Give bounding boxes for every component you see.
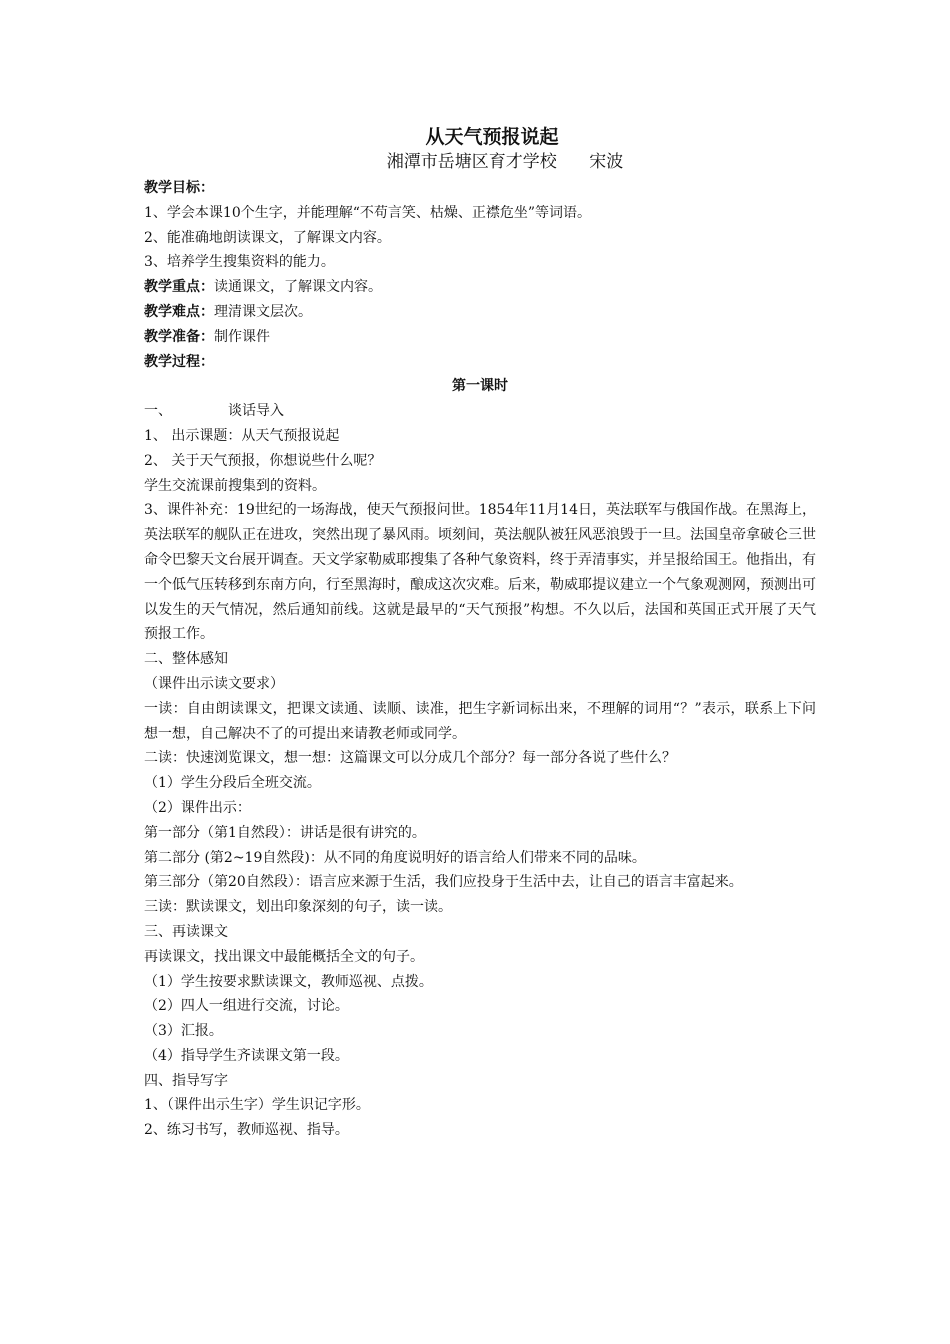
process-heading: 教学过程：: [144, 353, 214, 370]
author-byline: 湘潭市岳塘区育才学校 宋波: [386, 152, 624, 172]
preparation: [144, 325, 816, 350]
difficulty-label: 教学难点：: [144, 303, 214, 320]
key-point-label: 教学重点：: [144, 279, 214, 296]
difficulty: [144, 300, 816, 325]
difficulty-text: 理清课文层次。: [214, 303, 312, 320]
document-title: 从天气预报说起: [425, 126, 559, 148]
section-4-item: 2、练习书写，教师巡视、指导。: [144, 1122, 349, 1139]
section-1-number: 一、: [144, 403, 172, 420]
section-3-item: （4）指导学生齐读课文第一段。: [144, 1047, 349, 1064]
goal-item: 3、培养学生搜集资料的能力。: [144, 254, 335, 271]
key-point: [144, 275, 816, 300]
third-reading: 三读：默读课文，划出印象深刻的句子，读一读。: [144, 899, 452, 916]
preparation-text: 制作课件: [214, 328, 270, 345]
goals-heading: 教学目标：: [144, 180, 214, 196]
first-reading: 一读：自由朗读课文，把课文读通、读顺、读准，把生字新词标出来，不理解的词用“？”表示，联系上下问想一想，自己解决不了的可提出来请教老师或同学。: [144, 700, 816, 742]
section-1-heading: [144, 399, 816, 424]
section-4-item: 1、（课件出示生字）学生识记字形。: [144, 1097, 370, 1114]
section-1-item: 学生交流课前搜集到的资料。: [144, 477, 326, 494]
section-4-heading: 四、指导写字: [144, 1072, 228, 1089]
preparation-label: 教学准备：: [144, 328, 214, 345]
section-1-item: 1、 出示课题：从天气预报说起: [144, 427, 340, 444]
section-3-heading: 三、再读课文: [144, 923, 228, 940]
section-3-item: （1）学生按要求默读课文，教师巡视、点拨。: [144, 973, 433, 990]
section-1-title: 谈话导入: [228, 403, 284, 420]
goal-item: 2、能准确地朗读课文，了解课文内容。: [144, 229, 391, 246]
section-2-note: （课件出示读文要求）: [144, 675, 284, 692]
document-body: [144, 176, 816, 1143]
lesson-title: 第一课时: [452, 378, 508, 395]
section-1-item: 2、 关于天气预报，你想说些什么呢？: [144, 452, 382, 469]
part-1: 第一部分（第1自然段）：讲话是很有讲究的。: [144, 824, 426, 841]
section-3-intro: 再读课文，找出课文中最能概括全文的句子。: [144, 948, 424, 965]
section-3-item: （2）四人一组进行交流，讨论。: [144, 998, 349, 1015]
section-2-sub-item: （2）课件出示：: [144, 799, 251, 816]
part-2: 第二部分 (第2~19自然段)：从不同的角度说明好的语言给人们带来不同的品味。: [144, 849, 646, 866]
part-3: 第三部分（第20自然段）：语言应来源于生活，我们应投身于生活中去，让自己的语言丰富起来。: [144, 874, 743, 891]
courseware-supplement: 3、课件补充：19世纪的一场海战，使天气预报问世。1854年11月14日，英法联军与俄国作战。在黑海上，英法联军的舰队正在进攻，突然出现了暴风雨。顷刻间，英法舰队被狂风恶浪毁于一旦。法国皇帝拿破仑三世命令巴黎天文台展开调查。天文学家勒威耶搜集了各种气象资料，终于弄清事实，并呈报给国王。他指出，有一个低气压转移到东南方向，行至黑海时，酿成这次灾难。后来，勒威耶提议建立一个气象观测网，预测出可以发生的天气情况，然后通知前线。这就是最早的“天气预报”构想。不久以后，法国和英国正式开展了天气预报工作。: [144, 502, 816, 643]
second-reading: 二读：快速浏览课文，想一想：这篇课文可以分成几个部分？每一部分各说了些什么？: [144, 750, 676, 767]
section-2-sub-item: （1）学生分段后全班交流。: [144, 775, 321, 792]
key-point-text: 读通课文，了解课文内容。: [214, 279, 382, 296]
section-3-item: （3）汇报。: [144, 1023, 223, 1040]
section-2-heading: 二、整体感知: [144, 651, 228, 668]
goal-item: 1、学会本课10个生字，并能理解“不苟言笑、枯燥、正襟危坐”等词语。: [144, 204, 592, 221]
